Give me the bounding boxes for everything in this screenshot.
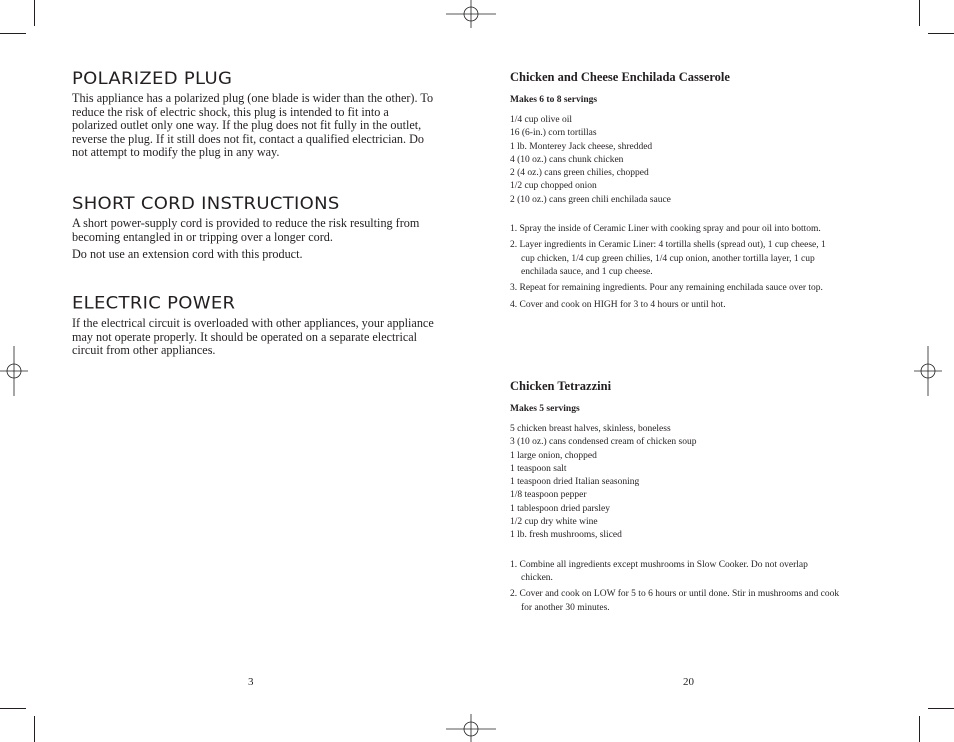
ingredient-item: 1 teaspoon dried Italian seasoning	[510, 477, 640, 488]
section-title: ELECTRIC POWER	[72, 293, 236, 314]
ingredient-list	[510, 114, 840, 207]
ingredient-item: 1/4 cup olive oil	[510, 115, 573, 125]
step-item: 2. Layer ingredients in Ceramic Liner: 4 tortilla shells (spread out), 1 cup cheese, 1 cup chicken, 1/4 cup green chilies, 1/4 cup onion, another tortilla layer, 1 cup enchilada sauce, and 1 cup cheese.	[510, 240, 826, 277]
step-item: 1. Spray the inside of Ceramic Liner with cooking spray and pour oil into bottom.	[510, 224, 821, 235]
ingredient-item: 2 (4 oz.) cans green chilies, chopped	[510, 168, 649, 179]
section-body	[72, 92, 437, 160]
step-item: 3. Repeat for remaining ingredients. Pour any remaining enchilada sauce over top.	[510, 283, 823, 294]
ingredient-item: 1 lb. Monterey Jack cheese, shredded	[510, 141, 653, 152]
ingredient-item: 1 large onion, chopped	[510, 450, 597, 461]
recipe-title: Chicken and Cheese Enchilada Casserole	[510, 70, 730, 84]
page-number: 20	[683, 676, 694, 688]
section-electric-power	[72, 293, 437, 362]
page-number: 3	[248, 676, 254, 688]
recipe-chicken-tetrazzini	[510, 379, 840, 618]
ingredient-item: 1 teaspoon salt	[510, 463, 567, 474]
section-title: SHORT CORD INSTRUCTIONS	[72, 193, 340, 214]
step-item: 1. Combine all ingredients except mushrooms in Slow Cooker. Do not overlap chicken.	[510, 559, 808, 583]
recipe-title: Chicken Tetrazzini	[510, 379, 612, 393]
section-title: POLARIZED PLUG	[72, 68, 233, 89]
recipe-servings: Makes 5 servings	[510, 404, 580, 414]
section-short-cord	[72, 193, 437, 266]
ingredient-item: 16 (6-in.) corn tortillas	[510, 128, 597, 139]
recipe-enchilada-casserole	[510, 70, 840, 315]
section-paragraph: This appliance has a polarized plug (one blade is wider than the other). To reduce the risk of electric shock, this plug is intended to fit into a polarized outlet only one way. If the plug does not fit fully in the outlet, reverse the plug. If it still does not fit, contact a qualified electrician. Do not attempt to modify the plug in any way.	[72, 91, 434, 159]
section-polarized-plug	[72, 68, 437, 164]
section-body	[72, 317, 437, 358]
step-item: 4. Cover and cook on HIGH for 3 to 4 hours or until hot.	[510, 299, 726, 310]
step-list	[510, 223, 840, 312]
ingredient-item: 2 (10 oz.) cans green chili enchilada sauce	[510, 194, 671, 205]
step-list	[510, 559, 840, 615]
section-paragraph: If the electrical circuit is overloaded with other appliances, your appliance may not operate properly. It should be operated on a separate electrical circuit from other appliances.	[72, 316, 434, 357]
step-item: 2. Cover and cook on LOW for 5 to 6 hours or until done. Stir in mushrooms and cook for another 30 minutes.	[510, 589, 840, 613]
ingredient-item: 1/8 teaspoon pepper	[510, 490, 587, 501]
section-paragraph: A short power-supply cord is provided to reduce the risk resulting from becoming entangled in or tripping over a longer cord.	[72, 216, 420, 244]
ingredient-item: 1 lb. fresh mushrooms, sliced	[510, 530, 622, 541]
section-body	[72, 217, 437, 262]
recipe-servings: Makes 6 to 8 servings	[510, 95, 598, 105]
ingredient-list	[510, 423, 840, 543]
right-page	[477, 0, 954, 742]
ingredient-item: 1/2 cup dry white wine	[510, 517, 598, 528]
ingredient-item: 1/2 cup chopped onion	[510, 181, 597, 192]
ingredient-item: 4 (10 oz.) cans chunk chicken	[510, 154, 624, 165]
ingredient-item: 3 (10 oz.) cans condensed cream of chicken soup	[510, 437, 697, 448]
ingredient-item: 5 chicken breast halves, skinless, boneless	[510, 424, 671, 434]
ingredient-item: 1 tablespoon dried parsley	[510, 503, 610, 514]
section-paragraph: Do not use an extension cord with this product.	[72, 247, 303, 261]
